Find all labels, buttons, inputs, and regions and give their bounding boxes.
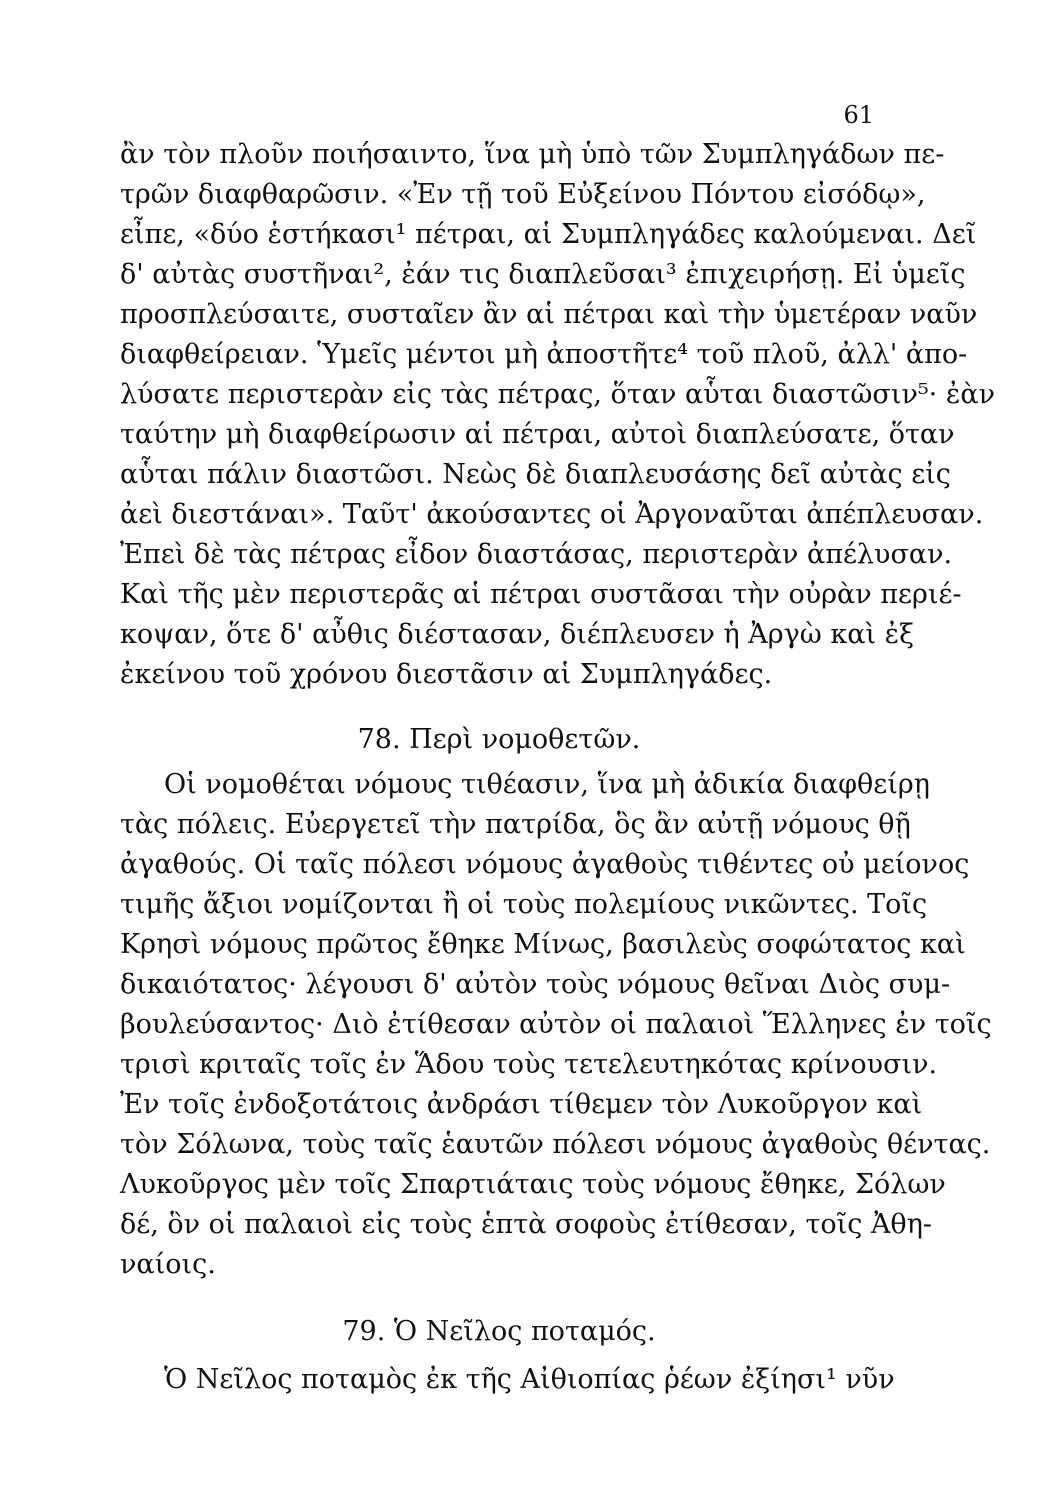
text-line: δ' αὐτὰς συστῆναι², ἐάν τις διαπλεῦσαι³ ἐπιχειρήσῃ. Εἰ ὑμεῖς [120,259,966,290]
text-line: ἀεὶ διεστάναι». Ταῦτ' ἀκούσαντες οἱ Ἀργοναῦται ἀπέπλευσαν. [120,499,984,530]
text-line: προσπλεύσαιτε, συσταῖεν ἂν αἱ πέτραι καὶ τὴν ὑμετέραν ναῦν [120,299,978,330]
text-line: τιμῆς ἄξιοι νομίζονται ἢ οἱ τοὺς πολεμίους νικῶντες. Τοῖς [120,889,928,920]
text-line: Καὶ τῆς μὲν περιστερᾶς αἱ πέτραι συστᾶσαι τὴν οὐρὰν περιέ- [120,579,962,610]
text-line: ναίοις. [120,1249,216,1280]
text-line: εἶπε, «δύο ἑστήκασι¹ πέτραι, αἱ Συμπληγάδες καλούμεναι. Δεῖ [120,219,977,250]
page-number: 61 [843,101,874,129]
section-heading-79: 79. Ὁ Νεῖλος ποταμός. [342,1316,656,1347]
text-line: Ὁ Νεῖλος ποταμὸς ἐκ τῆς Αἰθιοπίας ῥέων ἐξίησι¹ νῦν [164,1364,895,1395]
text-line: Κρησὶ νόμους πρῶτος ἔθηκε Μίνως, βασιλεὺς σοφώτατος καὶ [120,929,966,960]
text-line: ἂν τὸν πλοῦν ποιήσαιντο, ἵνα μὴ ὑπὸ τῶν Συμπληγάδων πε- [120,139,945,170]
text-line: τρισὶ κριταῖς τοῖς ἐν Ἅδου τοὺς τετελευτηκότας κρίνουσιν. [120,1049,938,1080]
text-line: τὸν Σόλωνα, τοὺς ταῖς ἑαυτῶν πόλεσι νόμους ἀγαθοὺς θέντας. [120,1129,991,1160]
text-line: τρῶν διαφθαρῶσιν. «Ἐν τῇ τοῦ Εὐξείνου Πόντου εἰσόδῳ», [120,179,926,210]
text-line: Οἱ νομοθέται νόμους τιθέασιν, ἵνα μὴ ἀδικία διαφθείρῃ [164,769,930,800]
text-line: δέ, ὃν οἱ παλαιοὶ εἰς τοὺς ἑπτὰ σοφοὺς ἐτίθεσαν, τοῖς Ἀθη- [120,1209,932,1240]
section-heading-78: 78. Περὶ νομοθετῶν. [357,724,641,755]
text-line: ἀγαθούς. Οἱ ταῖς πόλεσι νόμους ἀγαθοὺς τιθέντες οὐ μείονος [120,849,970,880]
text-line: δικαιότατος· λέγουσι δ' αὐτὸν τοὺς νόμους θεῖναι Διὸς συμ- [120,969,951,1000]
text-line: κοψαν, ὅτε δ' αὖθις διέστασαν, διέπλευσεν ἡ Ἀργὼ καὶ ἐξ [120,619,915,650]
text-line: τὰς πόλεις. Εὐεργετεῖ τὴν πατρίδα, ὃς ἂν αὐτῇ νόμους θῇ [120,809,911,840]
text-line: βουλεύσαντος· Διὸ ἐτίθεσαν αὐτὸν οἱ παλαιοὶ Ἕλληνες ἐν τοῖς [120,1009,992,1040]
text-line: Ἐν τοῖς ἐνδοξοτάτοις ἀνδράσι τίθεμεν τὸν Λυκοῦργον καὶ [120,1089,923,1120]
text-line: διαφθείρειαν. Ὑμεῖς μέντοι μὴ ἀποστῆτε⁴ τοῦ πλοῦ, ἀλλ' ἀπο- [120,339,968,370]
text-line: Λυκοῦργος μὲν τοῖς Σπαρτιάταις τοὺς νόμους ἔθηκε, Σόλων [120,1169,946,1200]
text-line: αὗται πάλιν διαστῶσι. Νεὼς δὲ διαπλευσάσης δεῖ αὐτὰς εἰς [120,459,951,490]
text-line: Ἐπεὶ δὲ τὰς πέτρας εἶδον διαστάσας, περιστερὰν ἀπέλυσαν. [120,539,953,570]
text-line: λύσατε περιστερὰν εἰς τὰς πέτρας, ὅταν αὗται διαστῶσιν⁵· ἐὰν [120,379,995,410]
text-line: ταύτην μὴ διαφθείρωσιν αἱ πέτραι, αὐτοὶ διαπλεύσατε, ὅταν [120,419,955,450]
text-line: ἐκείνου τοῦ χρόνου διεστᾶσιν αἱ Συμπληγάδες. [120,659,773,690]
